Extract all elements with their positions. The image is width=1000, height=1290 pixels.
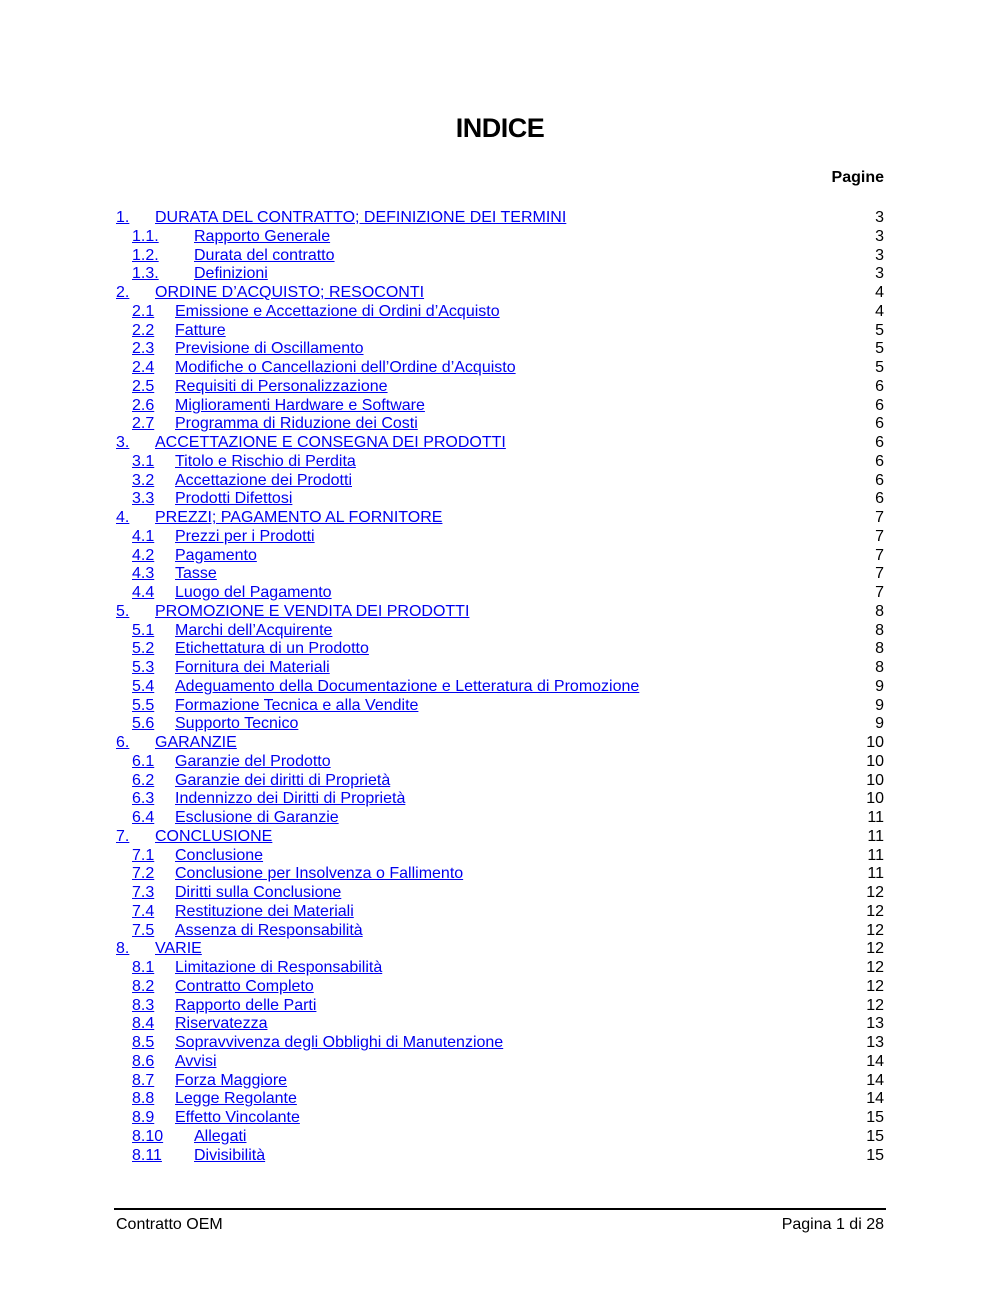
- toc-entry[interactable]: [116, 490, 884, 509]
- toc-entry-page-number: 9: [875, 696, 884, 714]
- toc-entry-number-link[interactable]: 6.: [116, 734, 130, 751]
- toc-entry[interactable]: [116, 565, 884, 584]
- toc-entry[interactable]: [116, 809, 884, 828]
- toc-entry-page-number: 10: [866, 752, 884, 770]
- toc-entry-title-link[interactable]: Allegati: [194, 1127, 247, 1145]
- toc-entry[interactable]: [116, 265, 884, 284]
- toc-entry[interactable]: [116, 303, 884, 322]
- toc-entry-page-number: 14: [866, 1071, 884, 1089]
- toc-entry[interactable]: [116, 378, 884, 397]
- toc-entry[interactable]: [116, 715, 884, 734]
- toc-entry[interactable]: [116, 640, 884, 659]
- toc-entry-number-link[interactable]: 5.4: [132, 677, 155, 695]
- toc-entry-page-number: 7: [875, 509, 884, 526]
- toc-entry-number-link[interactable]: 5.2: [132, 640, 155, 658]
- toc-entry[interactable]: [116, 753, 884, 772]
- toc-entry-number-link[interactable]: 6.1: [132, 752, 155, 770]
- toc-entry-number-link[interactable]: 2.: [116, 284, 130, 301]
- toc-entry-page-number: 8: [875, 621, 884, 639]
- toc-entry-page-number: 8: [875, 659, 884, 676]
- toc-entry-title-link[interactable]: Limitazione di Responsabilità: [175, 959, 383, 976]
- toc-entry-title-link[interactable]: Rapporto delle Parti: [175, 996, 317, 1014]
- toc-entry-page-number: 7: [875, 546, 884, 564]
- toc-entry-title-link[interactable]: Assenza di Responsabilità: [175, 921, 363, 939]
- toc-entry[interactable]: [116, 472, 884, 491]
- toc-entry[interactable]: [116, 528, 884, 547]
- toc-entry[interactable]: [116, 603, 884, 622]
- toc-entry[interactable]: [116, 415, 884, 434]
- toc-entry-number-link[interactable]: 6.3: [132, 790, 155, 808]
- toc-entry[interactable]: [116, 284, 884, 303]
- toc-entry-page-number: 3: [875, 227, 884, 245]
- toc-entry-number-link[interactable]: 1.: [116, 209, 130, 226]
- toc-entry[interactable]: [116, 997, 884, 1016]
- toc-entry-number-link[interactable]: 8.1: [132, 959, 155, 976]
- toc-entry-number-link[interactable]: 1.2.: [132, 246, 159, 264]
- toc-entry-page-number: 10: [866, 790, 884, 808]
- toc-entry[interactable]: [116, 772, 884, 791]
- toc-entry-title-link[interactable]: Indennizzo dei Diritti di Proprietà: [175, 790, 406, 808]
- toc-entry-title-link[interactable]: Prezzi per i Prodotti: [175, 527, 315, 545]
- toc-entry-page-number: 3: [875, 246, 884, 264]
- toc-entry-page-number: 3: [875, 265, 884, 283]
- toc-entry-title-link[interactable]: Pagamento: [175, 546, 257, 564]
- toc-entry[interactable]: [116, 228, 884, 247]
- toc-entry-page-number: 12: [866, 921, 884, 939]
- toc-entry-page-number: 12: [866, 884, 884, 901]
- table-of-contents: [116, 209, 884, 1165]
- toc-entry[interactable]: [116, 1072, 884, 1091]
- toc-entry-page-number: 10: [866, 771, 884, 789]
- toc-entry-title-link[interactable]: Prodotti Difettosi: [175, 490, 293, 508]
- toc-entry-title-link[interactable]: ORDINE D’ACQUISTO; RESOCONTI: [155, 284, 425, 301]
- toc-entry-page-number: 13: [866, 1034, 884, 1051]
- toc-entry-number-link[interactable]: 5.: [116, 602, 130, 620]
- toc-entry-number-link[interactable]: 3.3: [132, 490, 155, 508]
- toc-entry-number-link[interactable]: 8.11: [132, 1146, 162, 1164]
- toc-entry-page-number: 6: [875, 471, 884, 489]
- toc-entry-number-link[interactable]: 8.: [116, 940, 130, 958]
- toc-entry[interactable]: [116, 1128, 884, 1147]
- toc-entry[interactable]: [116, 865, 884, 884]
- toc-entry-title-link[interactable]: Fatture: [175, 321, 226, 339]
- toc-entry-title-link[interactable]: Sopravvivenza degli Obblighi di Manutenzione: [175, 1034, 504, 1051]
- toc-entry[interactable]: [116, 359, 884, 378]
- toc-entry[interactable]: [116, 1109, 884, 1128]
- toc-entry-title-link[interactable]: Effetto Vincolante: [175, 1109, 300, 1126]
- toc-entry-title-link[interactable]: Diritti sulla Conclusione: [175, 884, 342, 901]
- toc-entry-title-link[interactable]: Esclusione di Garanzie: [175, 809, 339, 826]
- toc-entry-number-link[interactable]: 5.5: [132, 696, 155, 714]
- toc-entry[interactable]: [116, 397, 884, 416]
- toc-entry-title-link[interactable]: CONCLUSIONE: [155, 827, 273, 845]
- toc-entry-number-link[interactable]: 8.2: [132, 977, 155, 995]
- toc-entry-page-number: 9: [875, 677, 884, 695]
- toc-entry-number-link[interactable]: 7.4: [132, 902, 155, 920]
- toc-entry-number-link[interactable]: 1.1.: [132, 227, 159, 245]
- toc-entry-title-link[interactable]: Garanzie dei diritti di Proprietà: [175, 771, 391, 789]
- toc-entry-page-number: 15: [866, 1109, 884, 1126]
- toc-entry-page-number: 11: [867, 846, 884, 864]
- toc-entry-title-link[interactable]: Accettazione dei Prodotti: [175, 471, 352, 489]
- toc-entry-number-link[interactable]: 8.6: [132, 1052, 155, 1070]
- toc-entry-title-link[interactable]: Previsione di Oscillamento: [175, 340, 364, 358]
- toc-entry[interactable]: [116, 247, 884, 266]
- toc-entry-title-link[interactable]: Conclusione: [175, 846, 264, 864]
- toc-entry-title-link[interactable]: PREZZI; PAGAMENTO AL FORNITORE: [155, 509, 443, 526]
- toc-entry-number-link[interactable]: 8.9: [132, 1109, 155, 1126]
- toc-entry-title-link[interactable]: Divisibilità: [194, 1146, 266, 1164]
- toc-entry-page-number: 8: [875, 602, 884, 620]
- toc-entry-number-link[interactable]: 4.1: [132, 527, 155, 545]
- toc-entry-number-link[interactable]: 3.1: [132, 452, 155, 470]
- toc-entry[interactable]: [116, 884, 884, 903]
- toc-entry-number-link[interactable]: 7.3: [132, 884, 155, 901]
- toc-entry-page-number: 6: [875, 434, 884, 451]
- toc-entry-page-number: 3: [875, 209, 884, 226]
- toc-entry-page-number: 12: [866, 940, 884, 958]
- toc-entry-title-link[interactable]: Supporto Tecnico: [175, 715, 299, 733]
- toc-entry-number-link[interactable]: 4.2: [132, 546, 155, 564]
- toc-entry-page-number: 6: [875, 396, 884, 414]
- toc-entry-page-number: 6: [875, 452, 884, 470]
- toc-entry-title-link[interactable]: Miglioramenti Hardware e Software: [175, 396, 425, 414]
- toc-entry-title-link[interactable]: PROMOZIONE E VENDITA DEI PRODOTTI: [155, 602, 470, 620]
- toc-entry-number-link[interactable]: 7.1: [132, 846, 155, 864]
- toc-entry[interactable]: [116, 828, 884, 847]
- toc-entry[interactable]: [116, 509, 884, 528]
- toc-entry-number-link[interactable]: 7.: [116, 827, 130, 845]
- toc-entry[interactable]: [116, 434, 884, 453]
- toc-entry-title-link[interactable]: Durata del contratto: [194, 246, 335, 264]
- toc-entry-number-link[interactable]: 5.6: [132, 715, 155, 733]
- toc-entry-number-link[interactable]: 3.2: [132, 471, 155, 489]
- toc-entry-page-number: 14: [866, 1052, 884, 1070]
- toc-entry-title-link[interactable]: Luogo del Pagamento: [175, 584, 332, 601]
- toc-entry-number-link[interactable]: 2.4: [132, 359, 155, 376]
- toc-entry-number-link[interactable]: 8.4: [132, 1015, 155, 1033]
- toc-entry[interactable]: [116, 1034, 884, 1053]
- toc-entry-number-link[interactable]: 8.10: [132, 1127, 164, 1145]
- toc-entry-title-link[interactable]: Forza Maggiore: [175, 1071, 288, 1089]
- toc-entry[interactable]: [116, 209, 884, 228]
- toc-entry-number-link[interactable]: 6.4: [132, 809, 155, 826]
- toc-entry-page-number: 11: [867, 865, 884, 883]
- toc-entry-title-link[interactable]: Etichettatura di un Prodotto: [175, 640, 369, 658]
- toc-entry-number-link[interactable]: 4.3: [132, 565, 155, 583]
- toc-entry-page-number: 15: [866, 1127, 884, 1145]
- toc-entry-page-number: 7: [875, 527, 884, 545]
- toc-entry[interactable]: [116, 453, 884, 472]
- toc-entry[interactable]: [116, 678, 884, 697]
- toc-entry-number-link[interactable]: 2.1: [132, 302, 155, 320]
- toc-entry-page-number: 12: [866, 977, 884, 995]
- toc-entry-title-link[interactable]: Restituzione dei Materiali: [175, 902, 354, 920]
- toc-entry-number-link[interactable]: 2.5: [132, 377, 155, 395]
- toc-entry-page-number: 4: [875, 302, 884, 320]
- toc-entry-title-link[interactable]: Titolo e Rischio di Perdita: [175, 452, 356, 470]
- toc-entry-number-link[interactable]: 2.3: [132, 340, 155, 358]
- toc-entry-number-link[interactable]: 8.7: [132, 1071, 155, 1089]
- toc-entry-number-link[interactable]: 3.: [116, 434, 130, 451]
- toc-entry-number-link[interactable]: 8.5: [132, 1034, 155, 1051]
- toc-entry-title-link[interactable]: Riservatezza: [175, 1015, 268, 1033]
- toc-entry-title-link[interactable]: GARANZIE: [155, 734, 237, 751]
- toc-entry-title-link[interactable]: Legge Regolante: [175, 1090, 297, 1108]
- toc-entry-title-link[interactable]: Conclusione per Insolvenza o Fallimento: [175, 865, 464, 883]
- toc-entry-title-link[interactable]: Programma di Riduzione dei Costi: [175, 415, 418, 433]
- toc-entry-page-number: 10: [866, 734, 884, 751]
- pages-column-header: Pagine: [831, 169, 884, 186]
- toc-entry-page-number: 11: [867, 809, 884, 826]
- toc-entry-number-link[interactable]: 8.8: [132, 1090, 155, 1108]
- toc-entry-number-link[interactable]: 7.5: [132, 921, 155, 939]
- toc-entry-number-link[interactable]: 5.3: [132, 659, 155, 676]
- toc-entry-page-number: 4: [875, 284, 884, 301]
- toc-entry-title-link[interactable]: Definizioni: [194, 265, 268, 283]
- footer-document-name: Contratto OEM: [116, 1216, 223, 1233]
- toc-entry-number-link[interactable]: 4.: [116, 509, 130, 526]
- toc-entry[interactable]: [116, 547, 884, 566]
- toc-entry-title-link[interactable]: Modifiche o Cancellazioni dell’Ordine d’Acquisto: [175, 359, 516, 376]
- toc-entry-page-number: 7: [875, 565, 884, 583]
- page-title: INDICE: [455, 113, 545, 143]
- toc-entry-page-number: 14: [866, 1090, 884, 1108]
- toc-entry[interactable]: [116, 847, 884, 866]
- toc-entry-page-number: 12: [866, 996, 884, 1014]
- toc-entry-title-link[interactable]: VARIE: [155, 940, 202, 958]
- toc-entry-page-number: 6: [875, 490, 884, 508]
- toc-entry-title-link[interactable]: Fornitura dei Materiali: [175, 659, 330, 676]
- toc-entry-number-link[interactable]: 2.6: [132, 396, 155, 414]
- toc-entry-page-number: 12: [866, 959, 884, 976]
- toc-entry-title-link[interactable]: Contratto Completo: [175, 977, 314, 995]
- toc-entry[interactable]: [116, 622, 884, 641]
- toc-entry[interactable]: [116, 1147, 884, 1166]
- toc-entry-title-link[interactable]: DURATA DEL CONTRATTO; DEFINIZIONE DEI TERMINI: [155, 209, 567, 226]
- toc-entry[interactable]: [116, 922, 884, 941]
- toc-entry[interactable]: [116, 584, 884, 603]
- footer-page-number: Pagina 1 di 28: [781, 1216, 884, 1233]
- toc-entry-page-number: 15: [866, 1146, 884, 1164]
- toc-entry-page-number: 8: [875, 640, 884, 658]
- toc-entry-number-link[interactable]: 8.3: [132, 996, 155, 1014]
- toc-entry-title-link[interactable]: Requisiti di Personalizzazione: [175, 377, 388, 395]
- toc-entry[interactable]: [116, 790, 884, 809]
- toc-entry-title-link[interactable]: Avvisi: [175, 1052, 217, 1070]
- toc-entry-number-link[interactable]: 6.2: [132, 771, 155, 789]
- toc-entry[interactable]: [116, 1053, 884, 1072]
- toc-entry[interactable]: [116, 340, 884, 359]
- toc-entry[interactable]: [116, 697, 884, 716]
- toc-entry[interactable]: [116, 978, 884, 997]
- toc-entry-page-number: 11: [867, 827, 884, 845]
- toc-entry[interactable]: [116, 959, 884, 978]
- toc-entry-title-link[interactable]: Adeguamento della Documentazione e Letteratura di Promozione: [175, 677, 640, 695]
- toc-entry-page-number: 12: [866, 902, 884, 920]
- toc-entry-page-number: 9: [875, 715, 884, 733]
- toc-entry-page-number: 5: [875, 321, 884, 339]
- toc-entry[interactable]: [116, 1015, 884, 1034]
- toc-entry-title-link[interactable]: Marchi dell’Acquirente: [175, 621, 333, 639]
- toc-entry-page-number: 5: [875, 359, 884, 376]
- toc-entry-title-link[interactable]: Formazione Tecnica e alla Vendite: [175, 696, 419, 714]
- toc-entry-page-number: 5: [875, 340, 884, 358]
- toc-entry[interactable]: [116, 659, 884, 678]
- toc-entry-number-link[interactable]: 4.4: [132, 584, 155, 601]
- toc-entry-number-link[interactable]: 7.2: [132, 865, 155, 883]
- toc-entry-number-link[interactable]: 2.2: [132, 321, 155, 339]
- toc-entry-title-link[interactable]: Garanzie del Prodotto: [175, 752, 331, 770]
- toc-entry-page-number: 6: [875, 377, 884, 395]
- toc-entry-page-number: 13: [866, 1015, 884, 1033]
- toc-entry[interactable]: [116, 940, 884, 959]
- toc-entry-title-link[interactable]: Tasse: [175, 565, 217, 583]
- toc-entry[interactable]: [116, 322, 884, 341]
- toc-entry-number-link[interactable]: 1.3.: [132, 265, 159, 283]
- toc-entry[interactable]: [116, 1090, 884, 1109]
- page-footer: [114, 1208, 886, 1239]
- toc-entry-title-link[interactable]: Rapporto Generale: [194, 227, 331, 245]
- toc-entry-title-link[interactable]: Emissione e Accettazione di Ordini d’Acquisto: [175, 302, 500, 320]
- toc-entry-title-link[interactable]: ACCETTAZIONE E CONSEGNA DEI PRODOTTI: [155, 434, 506, 451]
- toc-entry-number-link[interactable]: 2.7: [132, 415, 155, 433]
- toc-entry[interactable]: [116, 734, 884, 753]
- toc-entry-number-link[interactable]: 5.1: [132, 621, 155, 639]
- toc-entry[interactable]: [116, 903, 884, 922]
- toc-entry-page-number: 6: [875, 415, 884, 433]
- toc-entry-page-number: 7: [875, 584, 884, 601]
